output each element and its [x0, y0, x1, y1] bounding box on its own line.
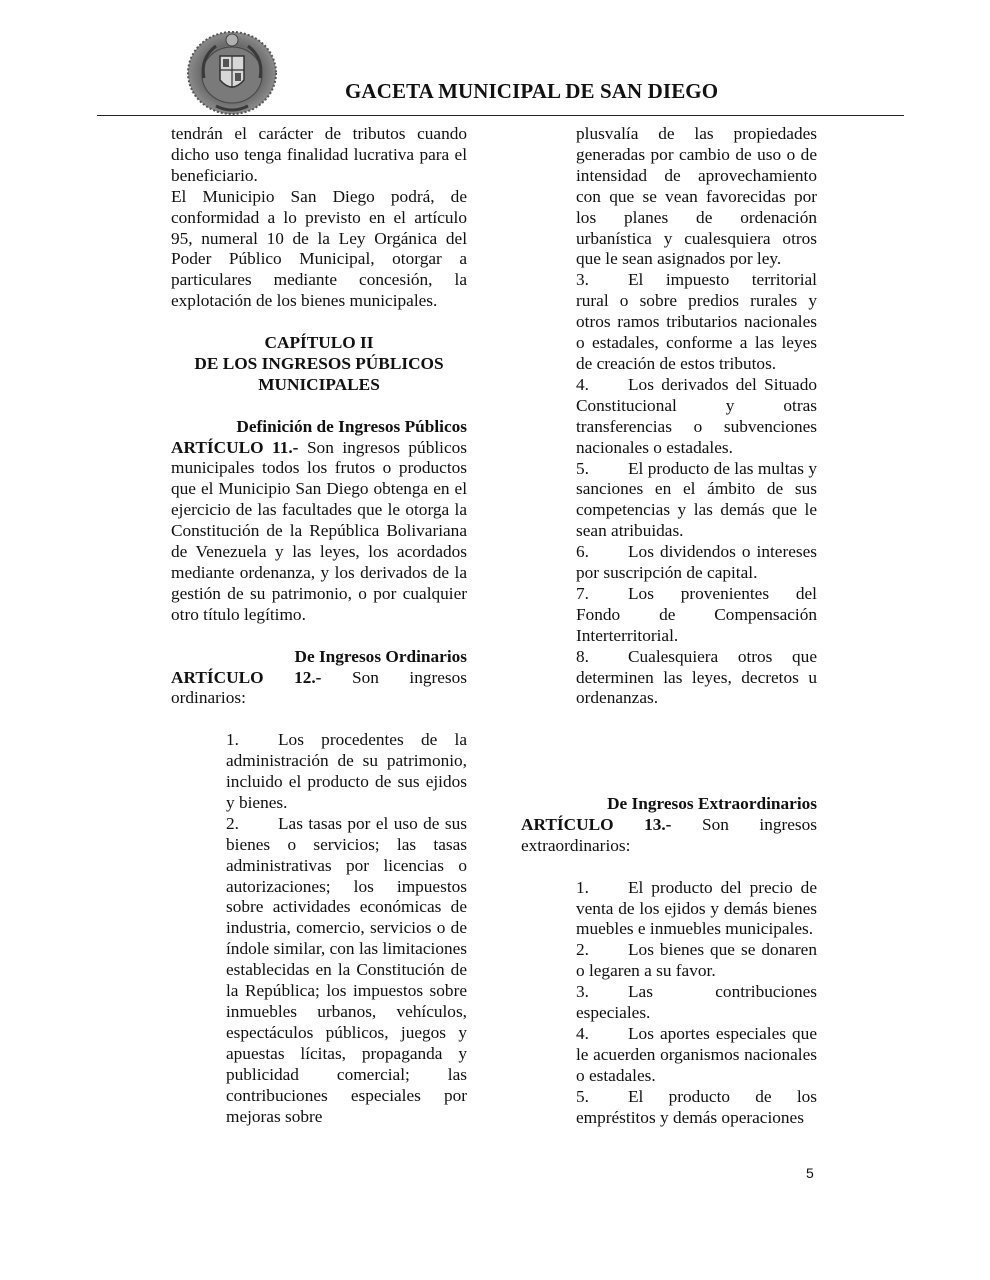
municipal-seal-icon — [186, 28, 278, 116]
article-12-text: Son ingresos ordinarios: — [171, 667, 468, 708]
list-item: 2. Los bienes que se donaren o legaren a su favor. — [576, 940, 817, 981]
spacer — [171, 626, 467, 647]
gazette-title: GACETA MUNICIPAL DE SAN DIEGO — [345, 79, 719, 103]
spacer — [576, 709, 817, 730]
list-item: 6. Los dividendos o intereses por suscripción de capital. — [576, 542, 817, 583]
list-item: 4. Los aportes especiales que le acuerden organismos nacionales o estadales. — [576, 1023, 817, 1085]
article-11-label: ARTÍCULO 11.- — [171, 437, 299, 457]
spacer — [171, 396, 467, 417]
right-column — [576, 124, 817, 730]
spacer — [171, 312, 467, 333]
section-heading-ordinary: De Ingresos Ordinarios — [294, 646, 467, 666]
continuation-paragraph: plusvalía de las propiedades generadas por cambio de uso o de intensidad de aprovechamiento con que se vean favorecidas por los planes de ordenación urbanística y cualesquiera otros que le sean asignados por ley. — [576, 124, 817, 269]
list-item: 3. Las contribuciones especiales. — [576, 982, 817, 1023]
list-item: 2. Las tasas por el uso de sus bienes o servicios; las tasas administrativas por licencias o autorizaciones; los impuestos sobre actividades económicas de industria, comercio, servicios o de índole similar, con las limitaciones establecidas en la Constitución de la República; los impuestos sobre inmuebles urbanos, vehículos, espectáculos públicos, juegos y apuestas lícitas, propaganda y publicidad comercial; las contribuciones especiales por mejoras sobre — [226, 813, 467, 1126]
page-header — [0, 0, 990, 118]
right-column-article-13 — [521, 794, 817, 1128]
article-11 — [171, 438, 467, 626]
chapter-title: DE LOS INGRESOS PÚBLICOS MUNICIPALES — [194, 353, 444, 394]
section-heading-definition: Definición de Ingresos Públicos — [236, 416, 467, 436]
article-11-text: Son ingresos públicos municipales todos los frutos o productos que el Municipio San Diego obtenga en el ejercicio de las facultades que le otorga la Constitución de la República Bolivariana de Venezuela y las leyes, los acordados mediante ordenanza, y los derivados de la gestión de su patrimonio, o por cualquier otro título legítimo. — [171, 437, 467, 624]
article-13 — [521, 815, 817, 857]
intro-paragraph-2: El Municipio San Diego podrá, de conformidad a lo previsto en el artículo 95, numeral 10 de la Ley Orgánica del Poder Público Municipal, otorgar a particulares mediante concesión, la explotación de los bienes municipales. — [171, 186, 467, 311]
header-divider — [97, 115, 904, 116]
section-heading-extraordinary: De Ingresos Extraordinarios — [607, 794, 817, 813]
list-item: 8. Cualesquiera otros que determinen las leyes, decretos u ordenanzas. — [576, 646, 817, 708]
spacer — [171, 709, 467, 730]
chapter-label: CAPÍTULO II — [264, 333, 374, 353]
list-item: 1. Los procedentes de la administración de su patrimonio, incluido el producto de sus ejidos y bienes. — [226, 730, 467, 812]
list-item: 4. Los derivados del Situado Constitucional y otras transferencias o subvenciones nacionales o estadales. — [576, 374, 817, 457]
article-13-text: Son ingresos extraordinarios: — [521, 814, 818, 855]
list-item: 1. El producto del precio de venta de los ejidos y demás bienes muebles e inmuebles municipales. — [576, 877, 817, 939]
article-12-label: ARTÍCULO 12.- — [171, 667, 322, 687]
article-13-label: ARTÍCULO 13.- — [521, 814, 672, 834]
article-13-list — [576, 878, 817, 1129]
spacer — [521, 857, 817, 878]
list-item: 5. El producto de las multas y sanciones en el ámbito de sus competencias y las demás que le sean atribuidas. — [576, 458, 817, 541]
article-12-list — [226, 730, 467, 1127]
intro-paragraph-1: tendrán el carácter de tributos cuando dicho uso tenga finalidad lucrativa para el beneficiario. — [171, 124, 467, 185]
page-number: 5 — [806, 1165, 814, 1181]
list-item: 3. El impuesto territorial rural o sobre predios rurales y otros ramos tributarios nacionales o estadales, conforme a las leyes de creación de estos tributos. — [576, 270, 817, 373]
article-12 — [171, 668, 467, 710]
left-column — [171, 124, 467, 1127]
list-item: 7. Los provenientes del Fondo de Compensación Interterritorial. — [576, 583, 817, 645]
list-item: 5. El producto de los empréstitos y demás operaciones — [576, 1086, 817, 1127]
